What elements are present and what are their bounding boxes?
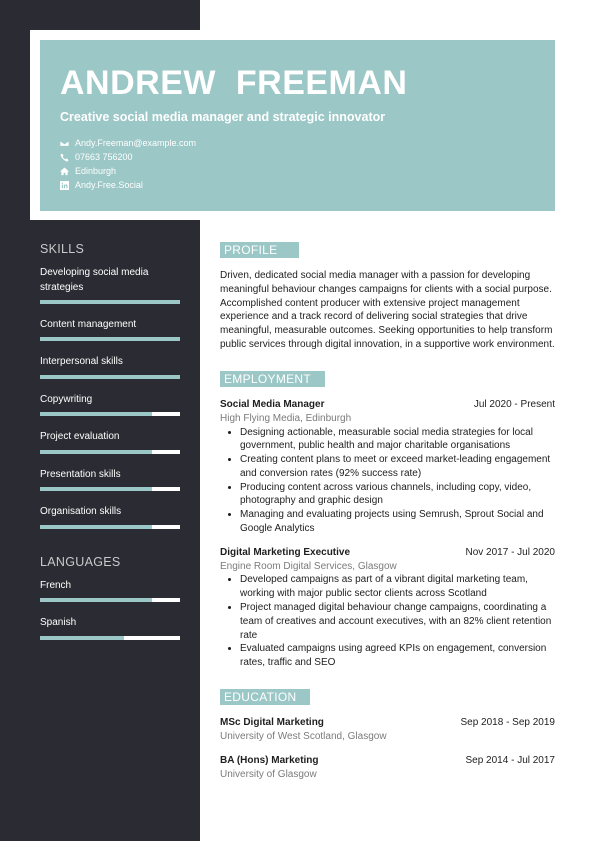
skill-item <box>40 505 180 520</box>
education-section <box>220 688 555 781</box>
header <box>40 40 555 211</box>
education-entry <box>220 754 555 782</box>
skill-bar-fill <box>40 525 152 529</box>
skill-bar <box>40 487 180 491</box>
skill-bar <box>40 300 180 304</box>
contact-email-text: Andy.Freeman@example.com <box>75 138 197 148</box>
skill-bar <box>40 337 180 341</box>
skill-bar-fill <box>40 375 180 379</box>
skill-bar-fill <box>40 337 180 341</box>
linkedin-icon <box>60 181 69 190</box>
education-org: University of Glasgow <box>220 768 317 780</box>
skill-label: Content management <box>40 319 137 330</box>
job-bullet: • Designing actionable, measurable social media strategies for local government, public health and major charitable organisations <box>240 426 555 454</box>
contact-phone <box>60 150 196 164</box>
job-bullet: • Producing content across various channels, including copy, video, photography and graphic design <box>240 481 555 509</box>
home-icon <box>60 167 69 176</box>
language-item <box>40 616 180 631</box>
education-title: BA (Hons) Marketing <box>220 754 319 766</box>
job-org: High Flying Media, Edinburgh <box>220 413 352 424</box>
education-date: Sep 2018 - Sep 2019 <box>460 717 555 728</box>
skill-bar-fill <box>40 487 152 491</box>
skill-label: Developing social media strategies <box>40 267 149 293</box>
language-item <box>40 579 180 594</box>
skill-item <box>40 355 180 370</box>
employment-heading: EMPLOYMENT <box>220 371 325 387</box>
skills-title: SKILLS <box>40 242 85 256</box>
language-bar <box>40 636 180 640</box>
language-bar-fill <box>40 636 124 640</box>
languages-section <box>40 554 180 644</box>
skill-label: Copywriting <box>40 394 93 405</box>
job-bullet: • Project managed digital behaviour change campaigns, coordinating a team of creatives and account executives, with an 82% client retention rate <box>240 601 555 642</box>
job-bullets <box>220 573 555 670</box>
skill-item <box>40 393 180 408</box>
job-entry <box>220 546 555 670</box>
job-bullet: • Managing and evaluating projects using Semrush, Sprout Social and Google Analytics <box>240 508 555 536</box>
envelope-icon <box>60 139 69 148</box>
employment-section <box>220 370 555 670</box>
candidate-tagline: Creative social media manager and strategic innovator <box>60 110 386 124</box>
phone-icon <box>60 153 69 162</box>
skill-item <box>40 430 180 445</box>
job-date: Jul 2020 - Present <box>473 399 555 410</box>
skill-label: Presentation skills <box>40 469 121 480</box>
job-title: Social Media Manager <box>220 399 325 410</box>
profile-heading: PROFILE <box>220 242 299 258</box>
skills-section <box>40 241 180 531</box>
job-header <box>220 546 555 560</box>
job-entry <box>220 398 555 536</box>
skill-item <box>40 266 180 295</box>
skill-bar <box>40 412 180 416</box>
education-heading: EDUCATION <box>220 689 310 705</box>
language-label: French <box>40 580 72 591</box>
skill-bar-fill <box>40 450 152 454</box>
contact-location-text: Edinburgh <box>75 166 117 176</box>
candidate-name: ANDREW FREEMAN <box>60 64 408 102</box>
skill-label: Project evaluation <box>40 431 120 442</box>
job-bullet: • Developed campaigns as part of a vibrant digital marketing team, working with major public sector clients across Scotland <box>240 573 555 601</box>
skill-label: Interpersonal skills <box>40 356 123 367</box>
contact-linkedin-text: Andy.Free.Social <box>75 180 143 190</box>
contact-email <box>60 136 196 150</box>
contact-location <box>60 164 196 178</box>
education-date: Sep 2014 - Jul 2017 <box>465 754 555 766</box>
skill-bar-fill <box>40 412 152 416</box>
profile-text: Driven, dedicated social media manager with a passion for developing meaningful behaviour changes campaigns for clients with a social purpose. Accomplished content producer with extensive project management experience and a track record of delivering social strategies that drive meaningful, measurable outcomes. Seeking opportunities to help transform public services through digital innovation, in a supportive work environment. <box>220 270 555 350</box>
skill-label: Organisation skills <box>40 506 122 517</box>
education-title: MSc Digital Marketing <box>220 717 324 728</box>
language-bar <box>40 598 180 602</box>
contact-linkedin <box>60 178 196 192</box>
profile-section <box>220 241 555 352</box>
skill-item <box>40 318 180 333</box>
language-label: Spanish <box>40 617 77 628</box>
education-org: University of West Scotland, Glasgow <box>220 731 387 742</box>
languages-title: LANGUAGES <box>40 555 121 569</box>
job-bullet: • Creating content plans to meet or exceed market-leading engagement and conversion rates (92% success rate) <box>240 453 555 481</box>
job-bullets <box>220 426 555 536</box>
job-header <box>220 398 555 412</box>
skill-bar <box>40 450 180 454</box>
education-entry <box>220 716 555 744</box>
job-org: Engine Room Digital Services, Glasgow <box>220 560 397 572</box>
skill-bar <box>40 375 180 379</box>
contact-phone-text: 07663 756200 <box>75 152 133 162</box>
education-header <box>220 716 555 730</box>
skill-bar-fill <box>40 300 180 304</box>
contact-list <box>60 136 196 192</box>
job-title: Digital Marketing Executive <box>220 546 351 558</box>
job-bullet: • Evaluated campaigns using agreed KPIs on engagement, conversion rates, traffic and SEO <box>240 642 555 670</box>
job-date: Nov 2017 - Jul 2020 <box>465 546 555 558</box>
language-bar-fill <box>40 598 152 602</box>
skill-item <box>40 468 180 483</box>
skill-bar <box>40 525 180 529</box>
education-header <box>220 754 555 768</box>
